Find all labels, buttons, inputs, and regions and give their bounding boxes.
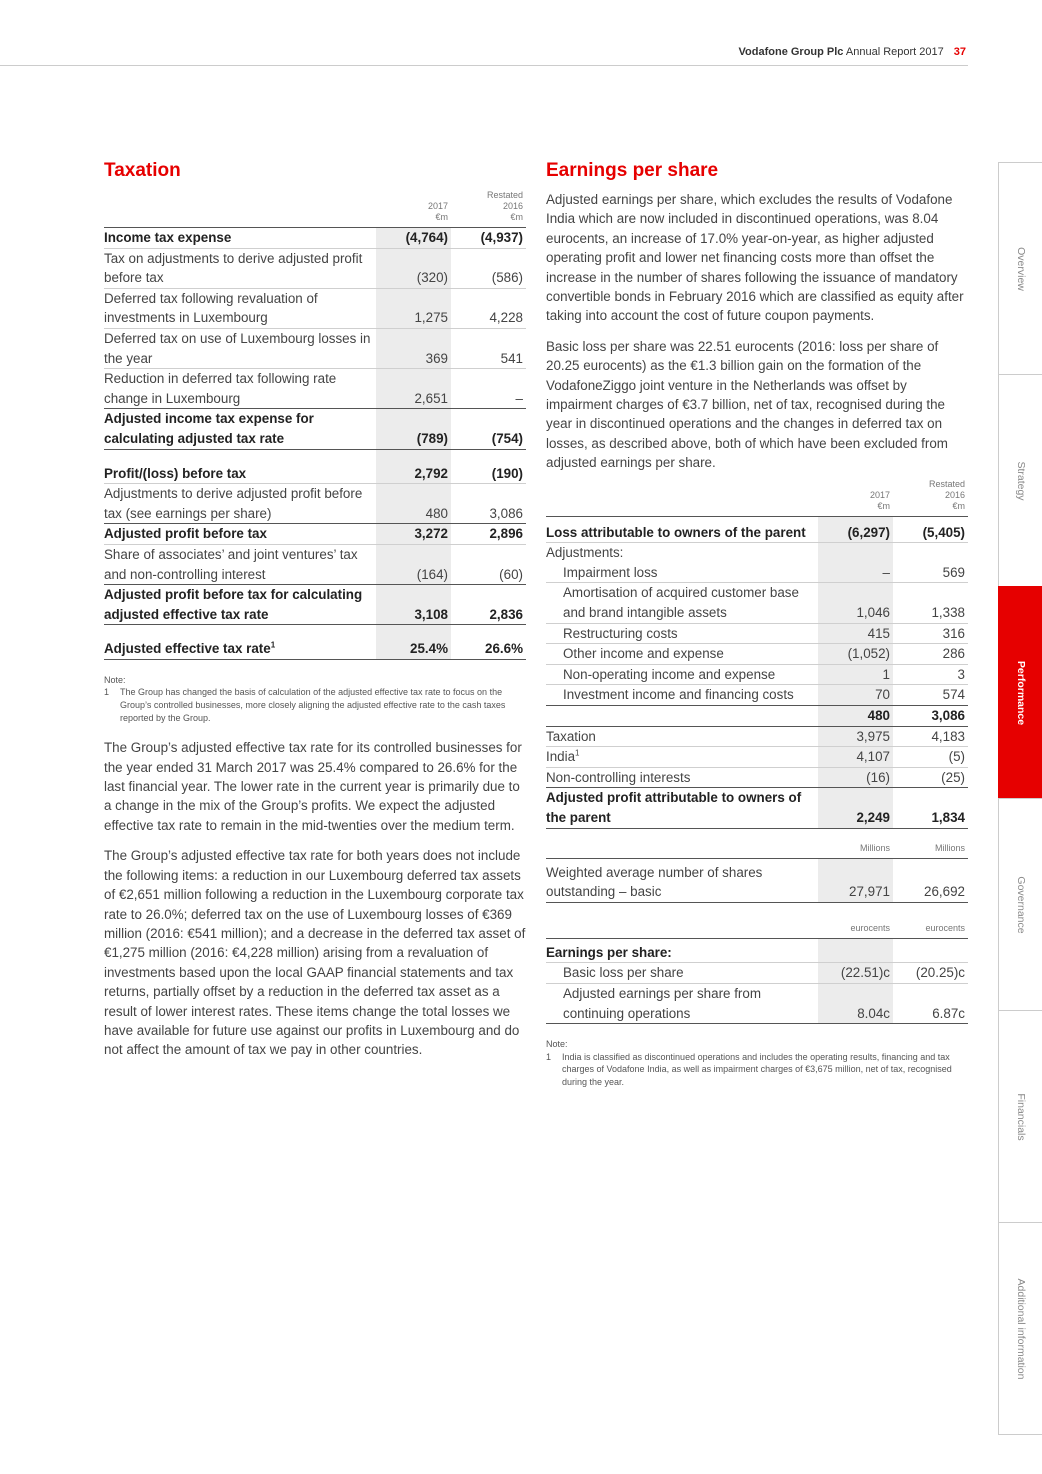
tab-strategy[interactable]: Strategy — [998, 374, 1042, 586]
table-row: Share of associates’ and joint ventures’ tax and non-controlling interest (164) (60) — [104, 544, 526, 584]
table-row: Deferred tax following revaluation of investments in Luxembourg 1,275 4,228 — [104, 288, 526, 328]
table-row: Impairment loss – 569 — [546, 563, 968, 583]
eps-note: Note: 1 India is classified as discontinued operations and includes the operating results, financing and tax charges of Vodafone India, as well as impairment charges of €3,675 million, net of tax, recognised during the year. — [546, 1039, 952, 1087]
table-row: Non-operating income and expense 1 3 — [546, 664, 968, 685]
taxation-section — [104, 160, 526, 1071]
table-row: Loss attributable to owners of the parent (6,297) (5,405) — [546, 516, 968, 543]
table-header-row: Millions Millions — [546, 843, 968, 859]
eps-paragraph: Basic loss per share was 22.51 eurocents (2016: loss per share of 20.25 eurocents) as the €1.3 billion gain on the formation of the VodafoneZiggo joint venture in the Netherlands was offset by impairment charges of €3.7 billion, net of tax, recognised during the year in discontinued operations and the changes in deferred tax on losses, as described above, both of which have been excluded from adjusted earnings per share. — [546, 338, 948, 471]
table-row: Adjustments: — [546, 543, 968, 563]
table-row: Restructuring costs 415 316 — [546, 623, 968, 644]
table-row: Weighted average number of shares outstanding – basic 27,971 26,692 — [546, 858, 968, 902]
table-header-row: eurocents eurocents — [546, 923, 968, 939]
eps-values-table — [546, 923, 968, 1024]
page-number: 37 — [953, 46, 966, 58]
tab-governance[interactable]: Governance — [998, 798, 1042, 1010]
table-row: Reduction in deferred tax following rate change in Luxembourg 2,651 – — [104, 369, 526, 409]
table-row: Adjusted effective tax rate$^1$ 25.4% 26.6% — [104, 625, 526, 660]
section-tabs — [998, 162, 1042, 1435]
table-row: Non-controlling interests (16) (25) — [546, 767, 968, 788]
table-row: Adjusted profit before tax 3,272 2,896 — [104, 524, 526, 545]
table-row: Adjusted profit attributable to owners of the parent 2,249 1,834 — [546, 788, 968, 828]
table-header-row — [104, 190, 526, 228]
table-row: Adjusted profit before tax for calculating adjusted effective tax rate 3,108 2,836 — [104, 585, 526, 625]
header-company: Vodafone Group Plc — [738, 46, 844, 58]
eps-section — [546, 160, 968, 1103]
table-row: Income tax expense (4,764) (4,937) — [104, 228, 526, 249]
table-header-row — [546, 479, 968, 517]
col-2017-header: 2017 €m — [376, 190, 451, 228]
table-row: Earnings per share: — [546, 938, 968, 963]
shares-table — [546, 843, 968, 903]
page-header — [739, 46, 966, 58]
col-2016-header: Restated 2016 €m — [893, 479, 968, 517]
taxation-note: Note: 1 The Group has changed the basis of calculation of the adjusted effective tax rate to focus on the Group’s controlled businesses, more closely aligning the adjusted effective rate to the cash taxes reported by the Group. — [104, 674, 506, 723]
table-row: Amortisation of acquired customer base and brand intangible assets 1,046 1,338 — [546, 583, 968, 623]
table-row: Profit/(loss) before tax 2,792 (190) — [104, 449, 526, 484]
table-row: Adjusted earnings per share from continuing operations 8.04c 6.87c — [546, 983, 968, 1023]
header-report: Annual Report 2017 — [845, 46, 944, 58]
table-row: India$^1$ 4,107 (5) — [546, 747, 968, 768]
eps-title: Earnings per share — [546, 160, 719, 181]
table-row: 480 3,086 — [546, 706, 968, 727]
col-2016-header: Restated 2016 €m — [451, 190, 526, 228]
eps-paragraph: Adjusted earnings per share, which excludes the results of Vodafone India which are now included in discontinued operations, was 8.04 eurocents, an increase of 17.0% year-on-year, as higher adjusted operating profit and lower net financing costs more than offset the increase in the number of shares following the issuance of mandatory convertible bonds in February 2016 which are classified as equity after taking into account the cost of future coupon payments. — [546, 192, 964, 324]
header-divider — [0, 65, 968, 66]
table-row: Tax on adjustments to derive adjusted profit before tax (320) (586) — [104, 248, 526, 288]
table-row: Deferred tax on use of Luxembourg losses in the year 369 541 — [104, 328, 526, 368]
taxation-title: Taxation — [104, 160, 181, 181]
table-row: Other income and expense (1,052) 286 — [546, 644, 968, 665]
taxation-paragraph: The Group’s adjusted effective tax rate for its controlled businesses for the year ended 31 March 2017 was 25.4% compared to 26.6% for the last financial year. The lower rate in the current year is primarily due to a change in the mix of the Group’s profits. We expect the adjusted effective tax rate to remain in the mid-twenties over the medium term. — [104, 740, 522, 833]
table-row: Taxation 3,975 4,183 — [546, 726, 968, 747]
taxation-paragraph: The Group’s adjusted effective tax rate for both years does not include the following items: a reduction in our Luxembourg deferred tax assets of €2,651 million following a reduction in the Luxembourg corporate tax rate to 26.0%; deferred tax on the use of Luxembourg losses of €369 million (2016: €541 million); and a decrease in the deferred tax asset of €1,275 million (2016: €4,228 million) arising from a revaluation of investments based upon the local GAAP financial statements and tax returns, partially offset by a reduction in the deferred tax asset as a result of lower interest rates. These items change the total losses we have available for future use against our profits in Luxembourg and do not affect the amount of tax we pay in other countries. — [104, 848, 526, 1058]
eps-table — [546, 479, 968, 829]
tab-overview[interactable]: Overview — [998, 162, 1042, 374]
table-row: Basic loss per share (22.51)c (20.25)c — [546, 963, 968, 984]
taxation-table — [104, 190, 526, 660]
table-row: Investment income and financing costs 70 574 — [546, 685, 968, 706]
tab-performance[interactable]: Performance — [998, 586, 1042, 798]
table-row: Adjustments to derive adjusted profit before tax (see earnings per share) 480 3,086 — [104, 484, 526, 524]
tab-additional-information[interactable]: Additional information — [998, 1222, 1042, 1435]
table-row: Adjusted income tax expense for calculating adjusted tax rate (789) (754) — [104, 409, 526, 449]
tab-financials[interactable]: Financials — [998, 1010, 1042, 1222]
col-2017-header: 2017 €m — [818, 479, 893, 517]
